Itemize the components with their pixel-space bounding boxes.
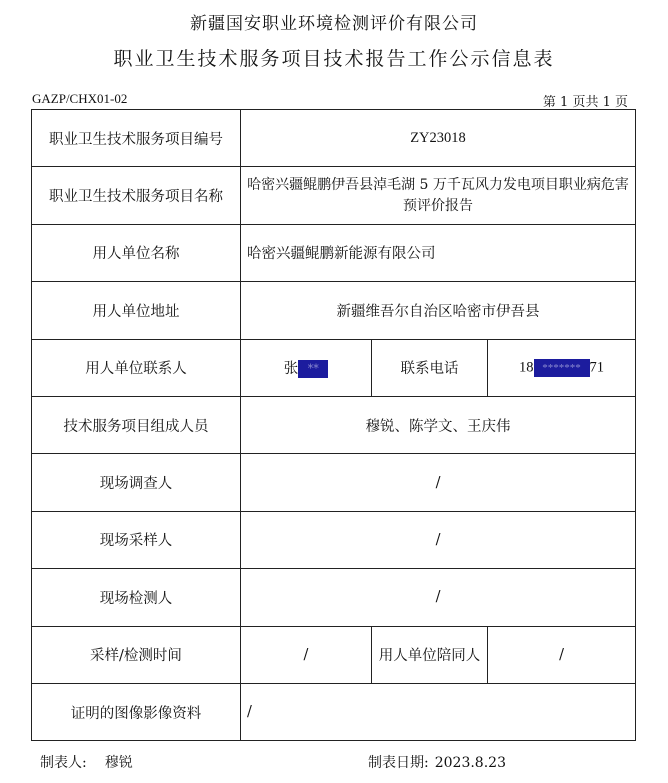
label-site-sampling: 现场采样人 [32, 511, 241, 568]
value-companion: / [488, 626, 636, 683]
maker-label: 制表人: [40, 755, 87, 771]
maker-name: 穆锐 [104, 755, 133, 771]
label-project-name: 职业卫生技术服务项目名称 [32, 167, 241, 224]
date-label: 制表日期: [368, 755, 429, 771]
phone-prefix: 18 [519, 359, 534, 376]
label-employer-name: 用人单位名称 [32, 224, 241, 281]
footer-date [368, 752, 506, 772]
value-project-name: 哈密兴疆鲲鹏伊吾县淖毛湖 5 万千瓦风力发电项目职业病危害预评价报告 [241, 167, 636, 224]
page-title: 职业卫生技术服务项目技术报告工作公示信息表 [113, 48, 555, 70]
row-site-sampling [32, 511, 636, 568]
page-info: 第 1 页共 1 页 [542, 95, 628, 110]
row-project-no [32, 110, 636, 167]
contact-name-prefix: 张 [283, 361, 299, 378]
row-sampling-time [32, 626, 636, 683]
label-companion: 用人单位陪同人 [372, 626, 488, 683]
value-site-sampling: / [241, 511, 636, 568]
value-phone [488, 339, 636, 396]
label-phone: 联系电话 [372, 339, 488, 396]
value-site-testing: / [241, 569, 636, 626]
row-employer-address [32, 282, 636, 339]
label-site-testing: 现场检测人 [32, 569, 241, 626]
value-site-survey: / [241, 454, 636, 511]
document-code: GAZP/CHX01-02 [32, 91, 128, 106]
phone-suffix: 71 [589, 359, 604, 376]
value-sampling-time: / [241, 626, 372, 683]
label-sampling-time: 采样/检测时间 [32, 626, 241, 683]
info-table [31, 109, 636, 741]
label-project-no: 职业卫生技术服务项目编号 [32, 110, 241, 167]
row-photos [32, 683, 636, 740]
company-name: 新疆国安职业环境检测评价有限公司 [190, 14, 478, 34]
label-members: 技术服务项目组成人员 [32, 396, 241, 453]
label-site-survey: 现场调查人 [32, 454, 241, 511]
label-contact: 用人单位联系人 [32, 339, 241, 396]
contact-name-redaction: ** [298, 360, 328, 378]
label-employer-address: 用人单位地址 [32, 282, 241, 339]
phone-redaction: ******* [534, 359, 590, 377]
value-employer-name: 哈密兴疆鲲鹏新能源有限公司 [241, 224, 636, 281]
row-site-testing [32, 569, 636, 626]
value-contact-name [241, 339, 372, 396]
value-members: 穆锐、陈学文、王庆伟 [241, 396, 636, 453]
footer-maker [40, 752, 133, 772]
row-members [32, 396, 636, 453]
row-project-name [32, 167, 636, 224]
value-employer-address: 新疆维吾尔自治区哈密市伊吾县 [241, 282, 636, 339]
row-contact [32, 339, 636, 396]
row-employer-name [32, 224, 636, 281]
date-value: 2023.8.23 [434, 755, 506, 771]
label-photos: 证明的图像影像资料 [32, 683, 241, 740]
value-photos: / [241, 683, 636, 740]
value-project-no: ZY23018 [241, 110, 636, 167]
row-site-survey [32, 454, 636, 511]
